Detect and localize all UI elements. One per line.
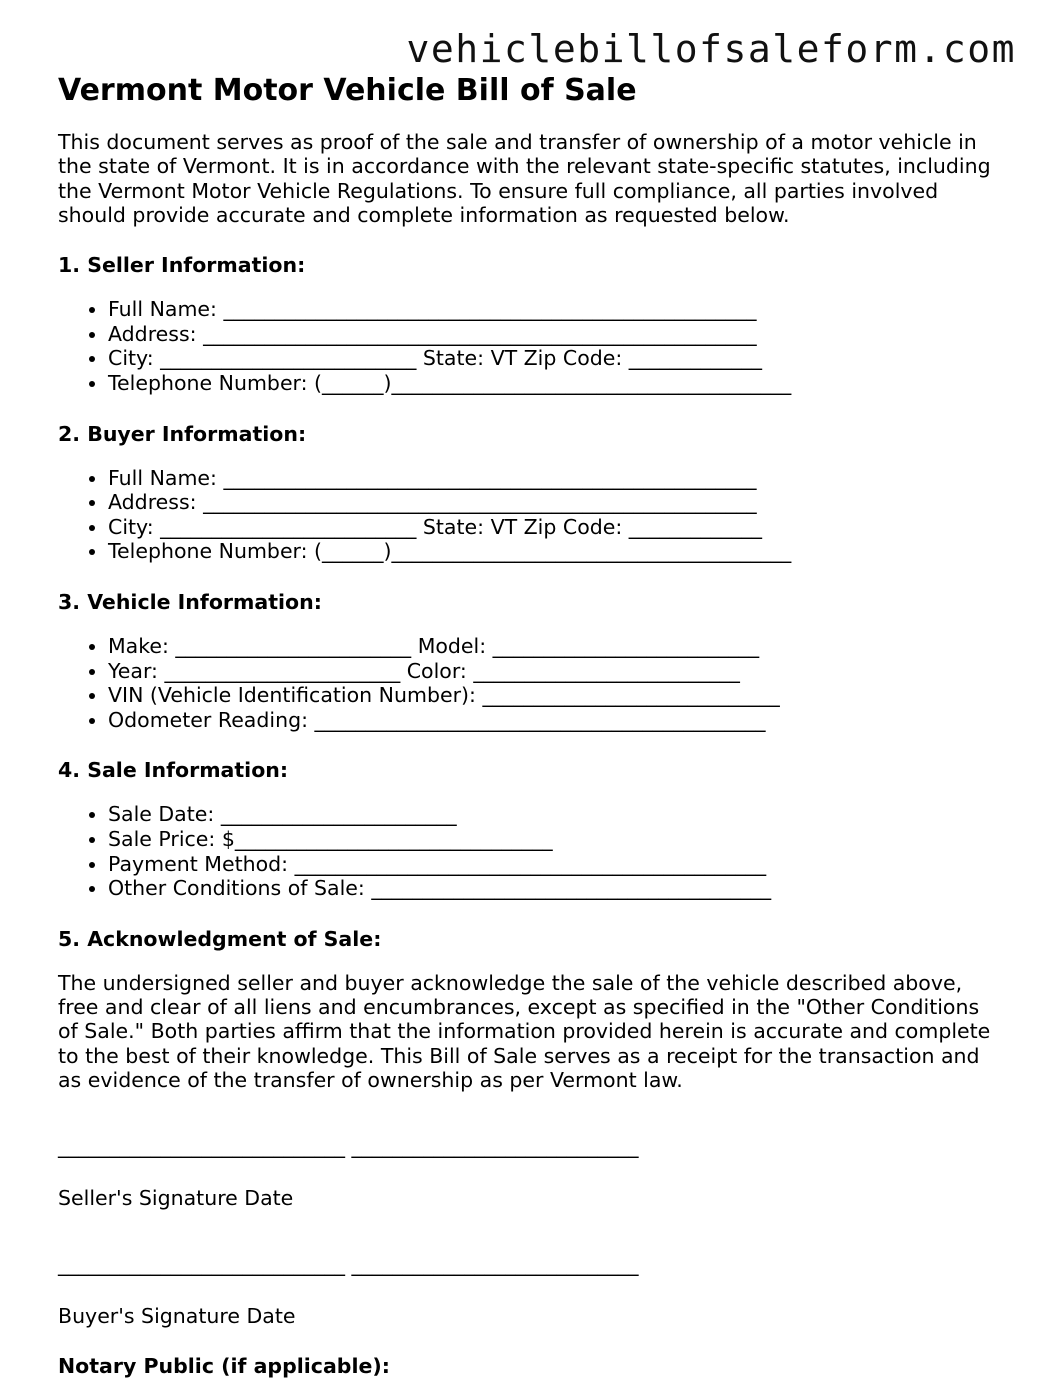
seller-telephone-field: • Telephone Number: (______)_______________________________________	[108, 371, 998, 396]
seller-full-name-field: • Full Name: ____________________________________________________	[108, 297, 998, 322]
buyer-city-state-zip-field: • City: _________________________ State: VT Zip Code: _____________	[108, 515, 998, 540]
vehicle-vin-field: • VIN (Vehicle Identification Number): _____________________________	[108, 683, 998, 708]
sale-price-field: • Sale Price: $_______________________________	[108, 827, 998, 852]
vehicle-fields-list	[58, 634, 998, 732]
buyer-section-heading: 2. Buyer Information:	[58, 421, 307, 446]
vehicle-section-heading: 3. Vehicle Information:	[58, 589, 322, 614]
sale-section-heading: 4. Sale Information:	[58, 758, 289, 783]
seller-city-state-zip-field: • City: _________________________ State: VT Zip Code: _____________	[108, 346, 998, 371]
notary-heading: Notary Public (if applicable):	[58, 1354, 390, 1378]
sale-date-field: • Sale Date: _______________________	[108, 802, 998, 827]
buyer-address-field: • Address: ______________________________________________________	[108, 490, 998, 515]
acknowledgment-paragraph: The undersigned seller and buyer acknowledge the sale of the vehicle described above, free and clear of all liens and encumbrances, except as specified in the "Other Conditions of Sale." Both parties affirm that the information provided herein is accurate and complete to the best of their knowledge. This Bill of Sale serves as a receipt for the transaction and as evidence of the transfer of ownership as per Vermont law.	[58, 970, 991, 1092]
buyer-telephone-field: • Telephone Number: (______)_______________________________________	[108, 539, 998, 564]
site-watermark: vehiclebillofsaleform.com	[406, 27, 1016, 71]
other-conditions-field: • Other Conditions of Sale: _______________________________________	[108, 876, 998, 901]
buyer-signature-line: ____________________________ ____________________________	[58, 1252, 639, 1277]
bill-of-sale-document	[58, 72, 998, 1378]
seller-address-field: • Address: ______________________________________________________	[108, 322, 998, 347]
vehicle-year-color-field: • Year: _______________________ Color: __________________________	[108, 659, 998, 684]
seller-signature-line: ____________________________ ____________________________	[58, 1134, 639, 1159]
seller-fields-list	[58, 297, 998, 395]
buyer-signature-label: Buyer's Signature Date	[58, 1304, 296, 1329]
vehicle-odometer-field: • Odometer Reading: ____________________________________________	[108, 708, 998, 733]
seller-signature-label: Seller's Signature Date	[58, 1186, 294, 1211]
intro-paragraph: This document serves as proof of the sale and transfer of ownership of a motor vehicle in the state of Vermont. It is in accordance with the relevant state-specific statutes, including the Vermont Motor Vehicle Regulations. To ensure full compliance, all parties involved should provide accurate and complete information as requested below.	[58, 130, 991, 227]
acknowledgment-section-heading: 5. Acknowledgment of Sale:	[58, 926, 382, 951]
seller-section-heading: 1. Seller Information:	[58, 253, 306, 278]
vehicle-make-model-field: • Make: _______________________ Model: __________________________	[108, 634, 998, 659]
buyer-full-name-field: • Full Name: ____________________________________________________	[108, 466, 998, 491]
buyer-fields-list	[58, 466, 998, 564]
payment-method-field: • Payment Method: ______________________________________________	[108, 852, 998, 877]
document-title: Vermont Motor Vehicle Bill of Sale	[58, 73, 637, 108]
sale-fields-list	[58, 802, 998, 900]
